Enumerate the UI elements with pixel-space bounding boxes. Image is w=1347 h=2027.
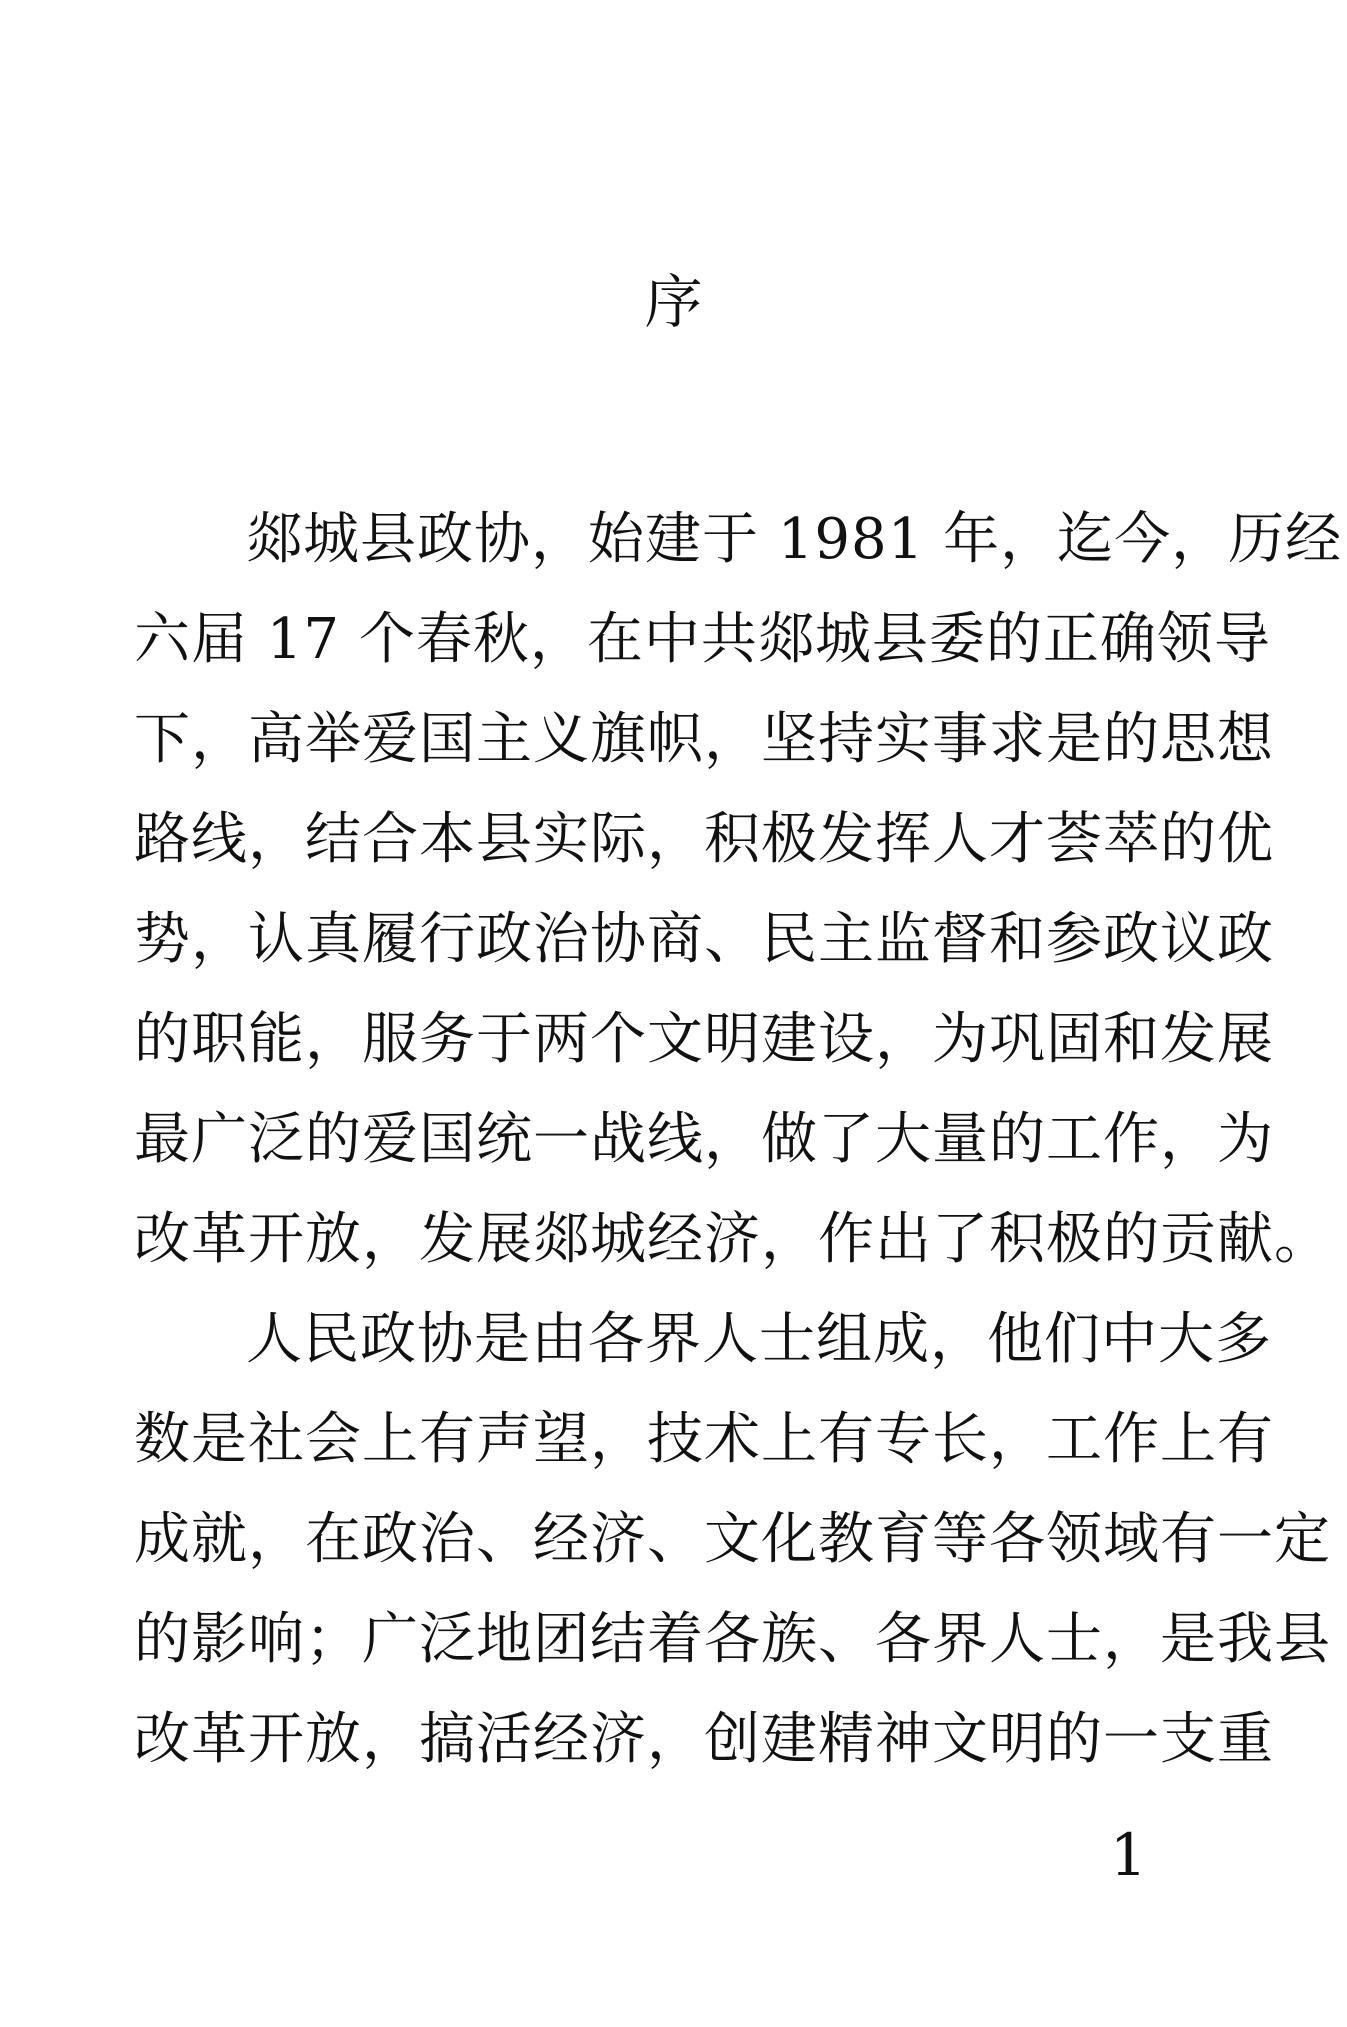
paragraph-line: 人民政协是由各界人士组成，他们中大多 <box>246 1307 1272 1372</box>
paragraph-line: 改革开放，搞活经济，创建精神文明的一支重 <box>134 1707 1274 1772</box>
paragraph-line: 下，高举爱国主义旗帜，坚持实事求是的思想 <box>134 707 1274 772</box>
paragraph-line: 势，认真履行政治协商、民主监督和参政议政 <box>134 907 1274 972</box>
page-title: 序 <box>644 268 703 336</box>
paragraph-line: 成就，在政治、经济、文化教育等各领域有一定 <box>134 1507 1331 1572</box>
paragraph-line: 改革开放，发展郯城经济，作出了积极的贡献。 <box>134 1207 1331 1272</box>
paragraph-line: 六届 17 个春秋，在中共郯城县委的正确领导 <box>134 607 1271 672</box>
paragraph-line: 郯城县政协，始建于 1981 年，迄今，历经 <box>246 507 1343 572</box>
page-number: 1 <box>1110 1821 1147 1889</box>
paragraph-line: 数是社会上有声望，技术上有专长，工作上有 <box>134 1407 1274 1472</box>
body-text <box>134 490 1343 1790</box>
paragraph-line: 的影响；广泛地团结着各族、各界人士，是我县 <box>134 1607 1331 1672</box>
paragraph-line: 最广泛的爱国统一战线，做了大量的工作，为 <box>134 1107 1274 1172</box>
paragraph-line: 路线，结合本县实际，积极发挥人才荟萃的优 <box>134 807 1274 872</box>
paragraph-line: 的职能，服务于两个文明建设，为巩固和发展 <box>134 1007 1274 1072</box>
